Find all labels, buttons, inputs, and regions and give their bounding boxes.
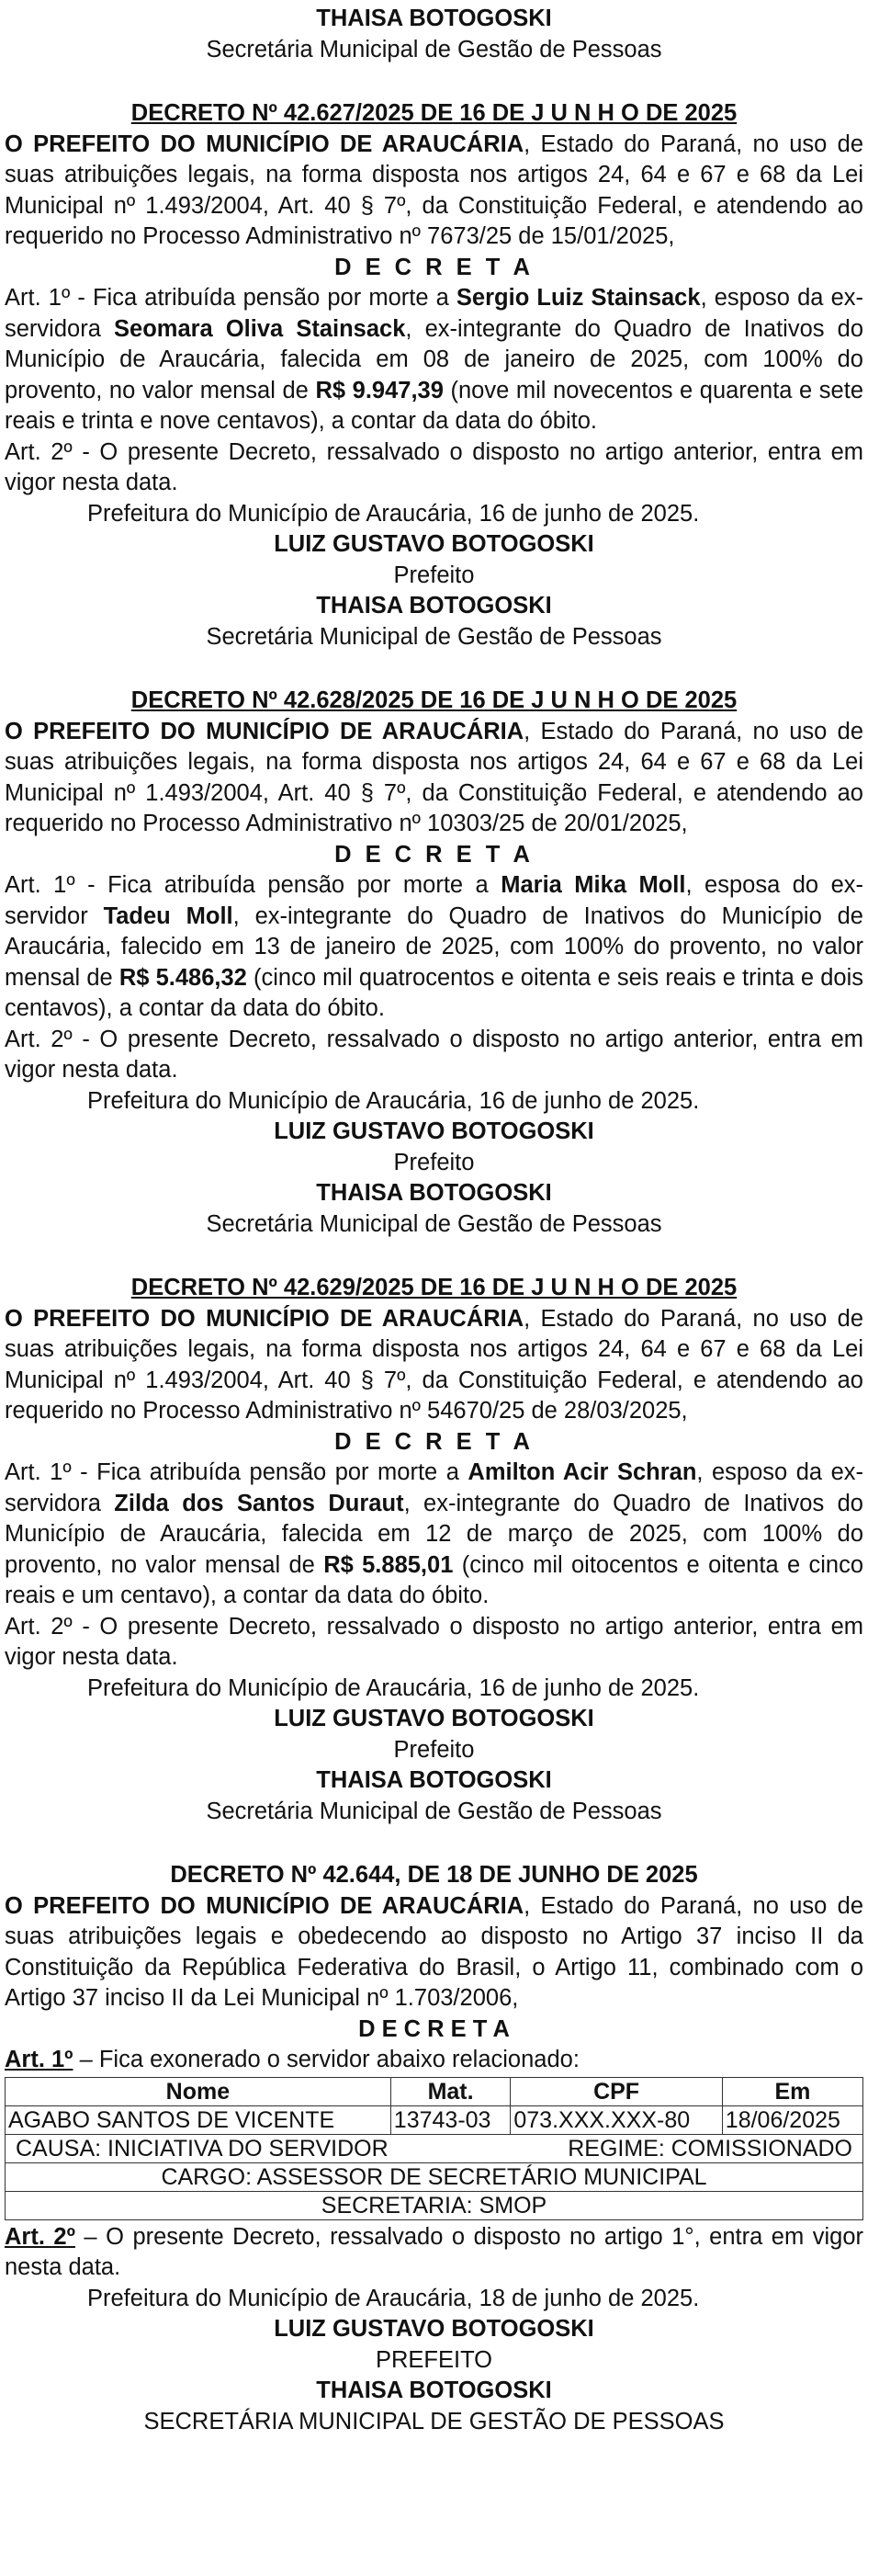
article-1-text: , esposa do ex-servidor [5,872,863,929]
cell-em: 18/06/2025 [722,2105,862,2134]
article-1-text: , esposo da ex-servidora [5,285,863,342]
article-2-text: – O presente Decreto, ressalvado o disposto no artigo 1°, entra em vigor nesta data. [5,2223,863,2280]
preamble-text: , Estado do Paraná, no uso de suas atribuições legais, na forma disposta nos artigos 24, 64 e 67 e 68 da Lei Municipal nº 1.493/2004, Art. 40 § 7º, da Constituição Federal, e atendendo ao requerido no Processo Administrativo nº 7673/25 de 15/01/2025, [5,131,864,249]
article-1 [5,2045,863,2076]
article-1-text: , esposo da ex-servidora [5,1459,863,1516]
article-1-text: (cinco mil quatrocentos e oitenta e seis reais e trinta e dois centavos), a contar da data do óbito. [5,964,863,1021]
cargo-text: CARGO: ASSESSOR DE SECRETÁRIO MUNICIPAL [6,2162,863,2191]
article-1-emphasis: Maria Mika Moll [501,872,686,898]
decree-preamble [5,717,863,840]
previous-signature [5,4,863,65]
header-cpf: CPF [511,2077,722,2105]
decreta-heading: D E C R E T A [334,254,534,280]
place-date: Prefeitura do Município de Araucária, 18 de junho de 2025. [87,2285,700,2311]
decreta-heading: D E C R E T A [334,1428,534,1455]
secretaria-text: SECRETARIA: SMOP [6,2191,863,2219]
secretary-name: THAISA BOTOGOSKI [316,593,552,618]
article-2-label: Art. 2º [5,2223,75,2250]
article-1-emphasis: Seomara Oliva Stainsack [114,315,406,342]
decreta-heading: D E C R E T A [358,2015,510,2042]
header-nome: Nome [6,2077,391,2105]
preamble-authority: O PREFEITO DO MUNICÍPIO DE ARAUCÁRIA [5,1305,524,1332]
article-1 [5,1458,863,1612]
decree-heading: DECRETO Nº 42.629/2025 DE 16 DE J U N H O DE 2025 [130,1275,738,1300]
secretary-title: Secretária Municipal de Gestão de Pessoas [206,623,662,650]
decree-heading: DECRETO Nº 42.627/2025 DE 16 DE J U N H O DE 2025 [130,100,738,126]
cell-mat: 13743-03 [390,2105,511,2134]
article-1-emphasis: Zilda dos Santos Duraut [114,1490,404,1516]
article-1-text: Art. 1º - Fica atribuída pensão por morte a [5,1459,468,1485]
dismissal-table [5,2077,863,2220]
mayor-title: Prefeito [393,1149,475,1175]
secretary-name: THAISA BOTOGOSKI [316,1767,552,1793]
article-2: Art. 2º - O presente Decreto, ressalvado o disposto no artigo anterior, entra em vigor nesta data. [5,1613,863,1670]
article-1-text: , ex-integrante do Quadro de Inativos do Município de Araucária, falecida em 08 de janeiro de 2025, com 100% do provento, no valor mensal de [5,315,863,403]
article-1-text: Art. 1º - Fica atribuída pensão por morte a [5,285,456,311]
decree-block [5,1240,863,1827]
article-1 [5,870,863,1025]
decree-heading: DECRETO Nº 42.644, DE 18 DE JUNHO DE 2025 [170,1862,698,1888]
place-date: Prefeitura do Município de Araucária, 16 de junho de 2025. [87,1674,700,1701]
table-row [6,2105,863,2134]
article-2 [5,2222,863,2284]
place-date: Prefeitura do Município de Araucária, 16 de junho de 2025. [87,500,700,527]
mayor-name: LUIZ GUSTAVO BOTOGOSKI [274,1706,594,1731]
mayor-name: LUIZ GUSTAVO BOTOGOSKI [274,2316,594,2342]
section-spacer [5,65,863,98]
article-1-emphasis: R$ 5.885,01 [323,1551,454,1578]
secretary-title: SECRETÁRIA MUNICIPAL DE GESTÃO DE PESSOAS [143,2408,725,2434]
table-secretaria-row [6,2191,863,2219]
header-mat: Mat. [390,2077,511,2105]
section-spacer [5,653,863,686]
cell-cpf: 073.XXX.XXX-80 [511,2105,722,2134]
article-1-text: – Fica exonerado o servidor abaixo relacionado: [73,2047,580,2072]
mayor-title: Prefeito [393,562,475,588]
mayor-title: PREFEITO [375,2346,493,2373]
article-1-emphasis: R$ 5.486,32 [118,964,247,991]
decree-block [5,653,863,1240]
mayor-title: Prefeito [393,1736,475,1763]
article-1-text: , ex-integrante do Quadro de Inativos do Município de Araucária, falecida em 12 de março de 2025, com 100% do provento, no valor mensal de [5,1490,863,1578]
decree-preamble [5,1891,863,2014]
secretary-name: THAISA BOTOGOSKI [316,1180,552,1206]
cell-nome: AGABO SANTOS DE VICENTE [6,2105,391,2134]
table-causa-row [6,2134,863,2162]
article-1-emphasis: R$ 9.947,39 [315,377,444,403]
secretary-title: Secretária Municipal de Gestão de Pessoas [206,1798,662,1824]
decrees-container [5,65,863,1860]
signer-name: THAISA BOTOGOSKI [316,6,552,31]
decree-block [5,65,863,653]
causa-text: CAUSA: INICIATIVA DO SERVIDOR [16,2135,389,2162]
table-cargo-row [6,2162,863,2191]
decreta-heading: D E C R E T A [334,841,534,868]
decree-preamble [5,130,863,253]
preamble-text: , Estado do Paraná, no uso de suas atribuições legais, na forma disposta nos artigos 24, 64 e 67 e 68 da Lei Municipal nº 1.493/2004, Art. 40 § 7º, da Constituição Federal, e atendendo ao requerido no Processo Administrativo nº 10303/25 de 20/01/2025, [5,718,864,836]
mayor-name: LUIZ GUSTAVO BOTOGOSKI [274,1118,594,1144]
table-header-row [6,2077,863,2105]
preamble-authority: O PREFEITO DO MUNICÍPIO DE ARAUCÁRIA [5,718,524,744]
preamble-authority: O PREFEITO DO MUNICÍPIO DE ARAUCÁRIA [5,131,524,157]
article-2: Art. 2º - O presente Decreto, ressalvado o disposto no artigo anterior, entra em vigor nesta data. [5,438,863,495]
article-1-text: (nove mil novecentos e quarenta e sete reais e trinta e nove centavos), a contar da data do óbito. [5,377,864,434]
article-1 [5,283,863,437]
section-spacer [5,1827,863,1860]
article-1-text: , ex-integrante do Quadro de Inativos do Município de Araucária, falecido em 13 de janeiro de 2025, com 100% do provento, no valor mensal de [5,902,863,991]
article-1-text: (cinco mil oitocentos e oitenta e cinco reais e um centavo), a contar da data do óbito. [5,1551,864,1608]
preamble-authority: O PREFEITO DO MUNICÍPIO DE ARAUCÁRIA [5,1892,524,1919]
header-em: Em [722,2077,862,2105]
secretary-name: THAISA BOTOGOSKI [316,2377,552,2403]
article-1-text: Art. 1º - Fica atribuída pensão por morte a [5,872,501,898]
article-1-label: Art. 1º [5,2047,73,2072]
preamble-text: , Estado do Paraná, no uso de suas atribuições legais e obedecendo ao disposto no Artigo 37 inciso II da Constituição da República Federativa do Brasil, o Artigo 11, combinado com o Artigo 37 inciso II da Lei Municipal nº 1.703/2006, [5,1892,864,2011]
preamble-text: , Estado do Paraná, no uso de suas atribuições legais, na forma disposta nos artigos 24, 64 e 67 e 68 da Lei Municipal nº 1.493/2004, Art. 40 § 7º, da Constituição Federal, e atendendo ao requerido no Processo Administrativo nº 54670/25 de 28/03/2025, [5,1305,864,1424]
section-spacer [5,1240,863,1273]
article-1-emphasis: Tadeu Moll [103,902,233,929]
decree-preamble [5,1304,863,1427]
article-1-emphasis: Sergio Luiz Stainsack [456,285,701,311]
article-1-emphasis: Amilton Acir Schran [468,1459,697,1485]
decree-heading: DECRETO Nº 42.628/2025 DE 16 DE J U N H O DE 2025 [130,687,738,713]
regime-text: REGIME: COMISSIONADO [568,2135,852,2162]
signer-title: Secretária Municipal de Gestão de Pessoas [206,36,662,62]
mayor-name: LUIZ GUSTAVO BOTOGOSKI [274,531,594,557]
decree-42644 [5,1860,863,2437]
place-date: Prefeitura do Município de Araucária, 16 de junho de 2025. [87,1087,700,1114]
secretary-title: Secretária Municipal de Gestão de Pessoas [206,1210,662,1237]
article-2: Art. 2º - O presente Decreto, ressalvado o disposto no artigo anterior, entra em vigor nesta data. [5,1026,863,1083]
